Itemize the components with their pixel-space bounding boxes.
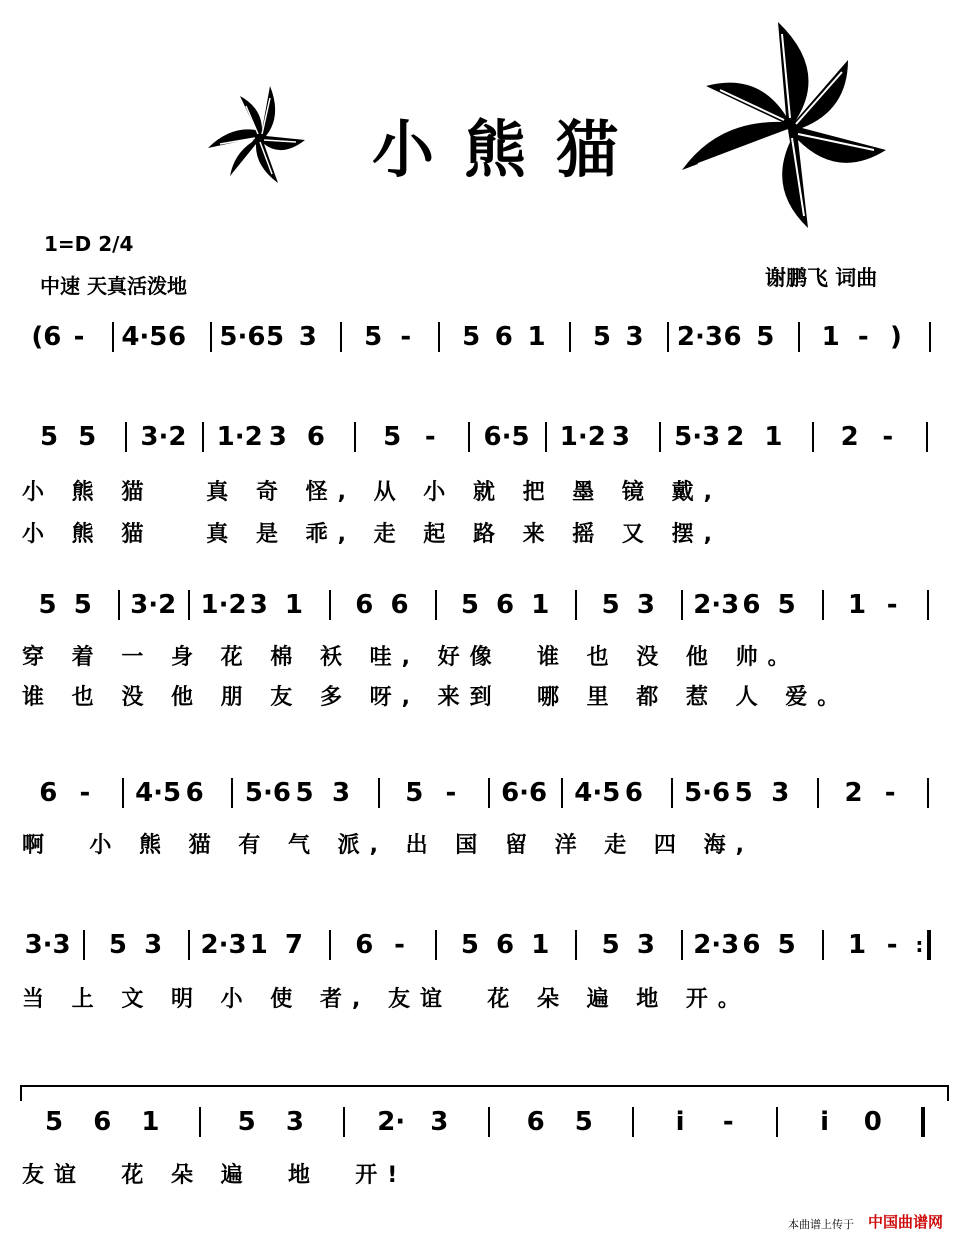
bar-line (188, 590, 190, 620)
author-credit: 谢鹏飞 词曲 (765, 266, 878, 290)
bar-line (927, 778, 929, 808)
note: 5 (73, 590, 92, 620)
note: 3 (144, 930, 163, 960)
bar-line (545, 422, 547, 452)
lyric-line: 穿 着 一 身 花 棉 袄 哇, 好像 谁 也 没 他 帅。 (22, 645, 800, 670)
note: 5·6 (219, 322, 266, 352)
note: 3 (298, 322, 317, 352)
note: - (882, 422, 894, 452)
note: (6 (31, 322, 62, 352)
bar-line (812, 422, 814, 452)
bar-line (926, 422, 928, 452)
bar-line (468, 422, 470, 452)
note: 2 (840, 422, 859, 452)
note: 1 (531, 590, 550, 620)
leaf-right-icon (678, 20, 888, 230)
bar-line (929, 322, 931, 352)
bar-line (561, 778, 563, 808)
note: 2·3 (676, 322, 723, 352)
bar-line (188, 930, 190, 960)
note: 1·2 (559, 422, 606, 452)
bar-line (340, 322, 342, 352)
note: 1 (141, 1107, 160, 1137)
note: 3 (625, 322, 644, 352)
note: 6 (168, 322, 187, 352)
tempo-marking: 中速 天真活泼地 (40, 274, 187, 298)
note: 5 (405, 778, 424, 808)
lyric-line: 友谊 花 朵 遍 地 开! (22, 1163, 408, 1188)
note: 5 (295, 778, 314, 808)
bar-line (575, 590, 577, 620)
bar-line (435, 930, 437, 960)
note: 5 (462, 322, 481, 352)
bar-line (667, 322, 669, 352)
note: 6 (742, 930, 761, 960)
note: 1 (531, 930, 550, 960)
note: 6·5 (483, 422, 530, 452)
bar-line (125, 422, 127, 452)
note: 5 (38, 590, 57, 620)
note: i (820, 1107, 830, 1137)
note: 3 (611, 422, 630, 452)
note: 5 (734, 778, 753, 808)
bar-line (798, 322, 800, 352)
note: - (424, 422, 436, 452)
note: 2·3 (693, 590, 740, 620)
note: 4·5 (121, 322, 168, 352)
note: 3 (249, 590, 268, 620)
bar-line (83, 930, 85, 960)
site-logo: 中国曲谱网 (868, 1213, 944, 1231)
upload-text: 本曲谱上传于 (788, 1218, 854, 1231)
bar-line (122, 778, 124, 808)
note: - (394, 930, 405, 960)
note: 6 (355, 930, 374, 960)
lyric-line: 啊 小 熊 猫 有 气 派, 出 国 留 洋 走 四 海, (22, 833, 754, 858)
note: 4·5 (135, 778, 182, 808)
note: 1 (249, 930, 268, 960)
note: 5 (108, 930, 128, 960)
bar-line (575, 930, 577, 960)
note: - (886, 930, 898, 960)
leaf-left-icon (200, 78, 310, 188)
note: - (884, 778, 896, 808)
bar-line (659, 422, 661, 452)
note: 5·6 (684, 778, 731, 808)
note: 2·3 (200, 930, 247, 960)
bar-line (435, 590, 437, 620)
note: 5 (756, 322, 775, 352)
note: 4·5 (574, 778, 621, 808)
bar-line (681, 930, 683, 960)
bar-line (927, 930, 931, 960)
bar-line (210, 322, 212, 352)
note: 2 (844, 778, 863, 808)
note: 6 (355, 590, 374, 620)
note: 5 (592, 322, 611, 352)
note: 6 (723, 322, 742, 352)
page-title: 小熊猫 (372, 113, 649, 186)
note: 6 (306, 422, 325, 452)
lyric-line: 小 熊 猫 真 奇 怪, 从 小 就 把 墨 镜 戴, (22, 480, 722, 505)
bar-line (199, 1107, 201, 1137)
bar-line (927, 590, 929, 620)
note: 1 (821, 322, 840, 352)
note: 5 (266, 322, 285, 352)
bar-line (329, 590, 331, 620)
note: 3 (636, 590, 655, 620)
note: 5 (601, 930, 620, 960)
note: 1·2 (200, 590, 247, 620)
lyric-line: 谁 也 没 他 朋 友 多 呀, 来到 哪 里 都 惹 人 爱。 (22, 685, 850, 710)
note: 6 (39, 778, 58, 808)
bar-line (681, 590, 683, 620)
lyric-line: 小 熊 猫 真 是 乖, 走 起 路 来 摇 又 摆, (22, 522, 722, 547)
note: - (445, 778, 457, 808)
bar-line (343, 1107, 345, 1137)
note: - (886, 590, 898, 620)
note: 6 (624, 778, 643, 808)
bar-line (118, 590, 120, 620)
note: 3 (332, 778, 351, 808)
lyric-line: 当 上 文 明 小 使 者, 友谊 花 朵 遍 地 开。 (22, 987, 750, 1012)
note: 5 (45, 1107, 64, 1137)
note: 5 (78, 422, 97, 452)
note: - (79, 778, 91, 808)
note: 6·6 (501, 778, 548, 808)
note: 3·2 (140, 422, 187, 452)
bar-line (329, 930, 331, 960)
note: 6 (390, 590, 409, 620)
paren: ) (890, 322, 902, 352)
key-signature: 1=D 2/4 (44, 232, 134, 256)
note: 5·6 (244, 778, 291, 808)
note: 1 (847, 590, 867, 620)
bar-line (354, 422, 356, 452)
note: 7 (284, 930, 303, 960)
note: 3·3 (24, 930, 71, 960)
note: - (857, 322, 869, 352)
note: 3 (430, 1107, 449, 1137)
note: 3 (636, 930, 655, 960)
bar-line (202, 422, 204, 452)
note: 1·2 (216, 422, 263, 452)
note: 6 (496, 930, 515, 960)
bar-line (921, 1107, 925, 1137)
bar-line (488, 1107, 490, 1137)
note: 5 (364, 322, 383, 352)
note: 3 (268, 422, 287, 452)
note: 2·3 (693, 930, 740, 960)
bar-line (817, 778, 819, 808)
bar-line (569, 322, 571, 352)
note: 6 (185, 778, 204, 808)
note: 6 (496, 590, 515, 620)
note: 1 (284, 590, 303, 620)
note: 6 (93, 1107, 112, 1137)
bar-line (776, 1107, 778, 1137)
note: 5 (237, 1107, 256, 1137)
note: 3·2 (130, 590, 177, 620)
volta-bracket (20, 1085, 949, 1101)
note: - (400, 322, 412, 352)
note: 1 (847, 930, 867, 960)
note: 0 (863, 1107, 882, 1137)
note: 5·3 (674, 422, 721, 452)
note: 3 (285, 1107, 304, 1137)
bar-line (822, 930, 824, 960)
bar-line (822, 590, 824, 620)
note: 5 (40, 422, 59, 452)
bar-line (632, 1107, 634, 1137)
bar-line (438, 322, 440, 352)
note: 1 (764, 422, 783, 452)
bar-line (378, 778, 380, 808)
note: 5 (777, 590, 796, 620)
note: 5 (383, 422, 402, 452)
bar-line (671, 778, 673, 808)
note: 5 (460, 590, 479, 620)
bar-line (488, 778, 490, 808)
note: 2· (377, 1107, 406, 1137)
note: 6 (526, 1107, 545, 1137)
note: 6 (742, 590, 761, 620)
note: 3 (771, 778, 790, 808)
note: 1 (527, 322, 546, 352)
bar-line (231, 778, 233, 808)
note: 5 (777, 930, 796, 960)
note: - (73, 322, 85, 352)
note: 5 (574, 1107, 593, 1137)
repeat-sign: : (915, 933, 924, 957)
note: 6 (494, 322, 513, 352)
note: 5 (601, 590, 620, 620)
note: i (675, 1107, 685, 1137)
note: - (722, 1107, 734, 1137)
note: 2 (726, 422, 745, 452)
bar-line (112, 322, 114, 352)
note: 5 (460, 930, 479, 960)
